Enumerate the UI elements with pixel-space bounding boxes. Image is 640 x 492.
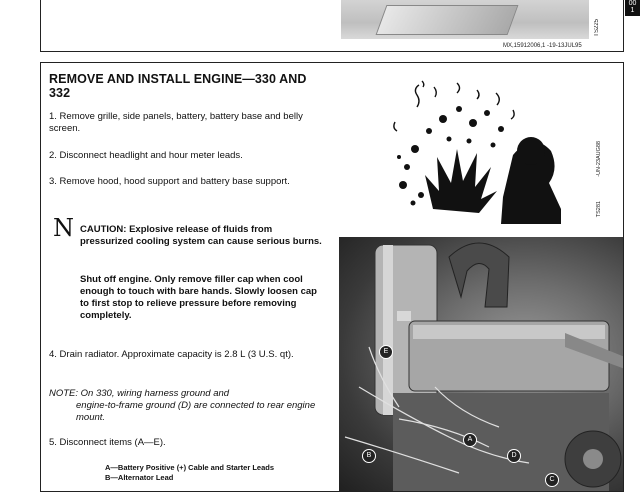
caution-instruction: Shut off engine. Only remove filler cap when cool enough to touch with bare hands. Slowly loosen cap to first stop to relieve pressure before removing completely.: [80, 274, 317, 321]
note-rest: engine-to-frame ground (D) are connected to rear engine mount.: [76, 400, 316, 423]
legend-item-a: A—Battery Positive (+) Cable and Starter Leads: [105, 463, 275, 472]
callout-d-label: D: [511, 452, 517, 459]
callout-b-label: B: [366, 452, 372, 459]
top-section: [40, 0, 624, 52]
caution-symbol-icon: N: [53, 214, 74, 242]
top-reference: MX,15912006,1 -19-13JUL95: [503, 43, 582, 49]
page-tab: [625, 0, 640, 16]
step-3: 3. Remove hood, hood support and battery base support.: [49, 176, 290, 187]
top-photo: [341, 0, 589, 39]
callout-e: [379, 345, 393, 359]
page-title: REMOVE AND INSTALL ENGINE—330 AND 332: [49, 72, 307, 100]
callout-b: [362, 449, 376, 463]
step-1: 1. Remove grille, side panels, battery, battery base and belly screen.: [49, 111, 303, 134]
engine-photo: [339, 237, 624, 492]
note: [49, 388, 324, 424]
callout-e-label: E: [383, 348, 389, 355]
callout-c-label: C: [549, 476, 555, 483]
step-2: 2. Disconnect headlight and hour meter leads.: [49, 150, 243, 161]
step-5: 5. Disconnect items (A—E).: [49, 437, 166, 448]
callout-d: [507, 449, 521, 463]
callout-a: [463, 433, 477, 447]
legend-item-b: B—Alternator Lead: [105, 473, 174, 482]
caution-warning: CAUTION: Explosive release of fluids from pressurized cooling system can cause serious burns.: [80, 224, 322, 247]
note-first-line: NOTE: On 330, wiring harness ground and: [49, 388, 230, 399]
callout-a-label: A: [467, 436, 473, 443]
step-4: 4. Drain radiator. Approximate capacity is 2.8 L (3 U.S. qt).: [49, 349, 294, 360]
photo-code: TS281: [596, 201, 602, 218]
explosion-hazard-illustration: [373, 79, 563, 224]
top-photo-part: [376, 5, 519, 35]
top-figure-code: TS225: [594, 19, 600, 37]
illustration-code: -UN-23AUG88: [596, 141, 602, 177]
engine-photo-detail: [339, 237, 624, 492]
page-tab-label: 00 1: [628, 0, 637, 14]
callout-c: [545, 473, 559, 487]
main-section: [40, 62, 624, 492]
